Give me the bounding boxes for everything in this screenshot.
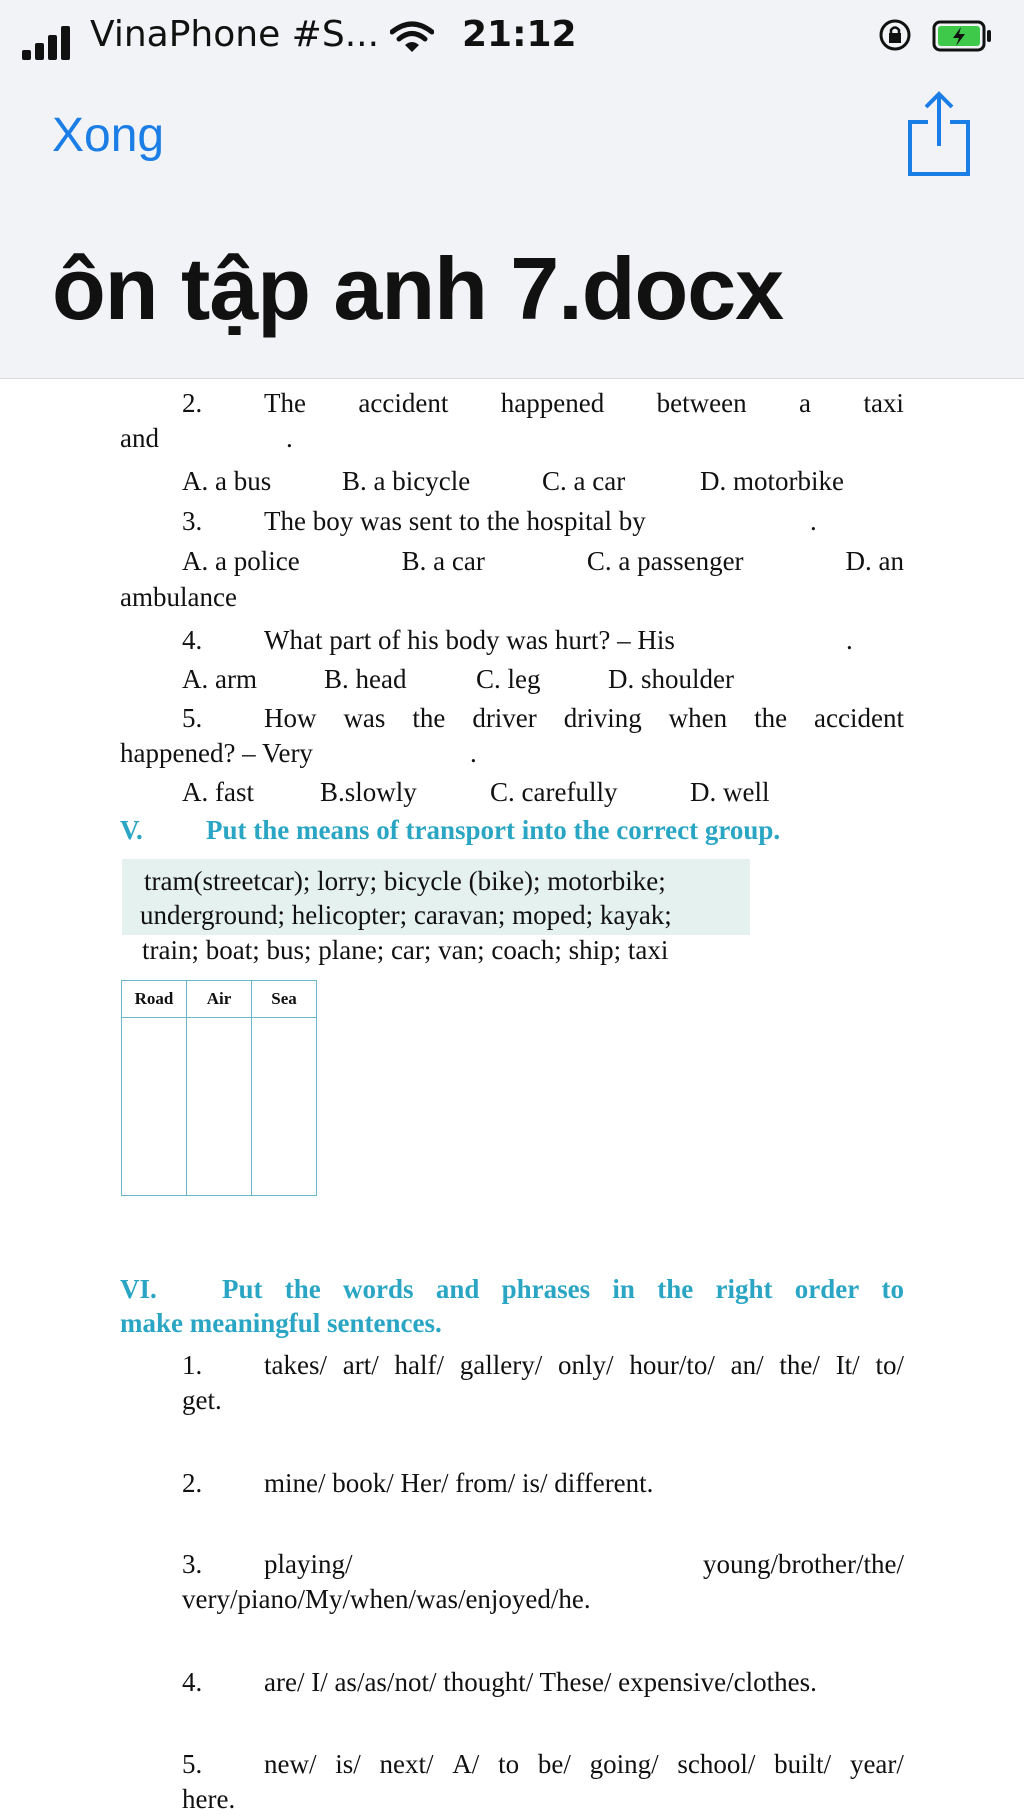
- word: words: [343, 1274, 414, 1304]
- option-d: D. motorbike: [700, 466, 844, 496]
- word: taxi: [863, 388, 904, 418]
- question-text: [264, 388, 904, 419]
- section-title: Put the means of transport into the correct group.: [206, 815, 781, 845]
- blank-dot: .: [286, 423, 293, 453]
- option-d: D. an: [845, 546, 904, 576]
- item-text: are/ I/ as/as/not/ thought/ These/ expensive/clothes.: [264, 1667, 817, 1697]
- word: The: [264, 388, 306, 418]
- word: when: [668, 703, 728, 733]
- item-number: 3.: [182, 1549, 203, 1579]
- word-box-line: tram(streetcar); lorry; bicycle (bike); motorbike;: [144, 866, 666, 896]
- clock: 21:12: [462, 14, 577, 55]
- word: between: [656, 388, 747, 418]
- option-c: C. a car: [542, 466, 626, 496]
- word: only/: [558, 1350, 614, 1380]
- option-a: A. a bus: [182, 466, 272, 496]
- question-number: 3.: [182, 506, 203, 536]
- section-title-cont: make meaningful sentences.: [120, 1308, 442, 1338]
- word: young/brother/the/: [703, 1549, 904, 1579]
- word: the/: [779, 1350, 820, 1380]
- question-text: [264, 703, 904, 734]
- option-b: B.slowly: [320, 777, 417, 807]
- item-text-cont: get.: [182, 1385, 222, 1415]
- question-text-cont: happened? – Very: [120, 738, 313, 768]
- table-header-air: Air: [187, 981, 252, 1018]
- word: and: [435, 1274, 480, 1304]
- word: built/: [774, 1749, 832, 1779]
- word: be/: [537, 1749, 571, 1779]
- word: accident: [358, 388, 449, 418]
- word: gallery/: [459, 1350, 543, 1380]
- word: It/: [835, 1350, 860, 1380]
- word: the: [412, 703, 446, 733]
- word: How: [264, 703, 317, 733]
- question-text: The boy was sent to the hospital by: [264, 506, 646, 536]
- table-header-sea: Sea: [252, 981, 317, 1018]
- word: was: [343, 703, 386, 733]
- options-row: [182, 546, 904, 577]
- section-number: VI.: [120, 1274, 157, 1304]
- word: going/: [589, 1749, 659, 1779]
- section-title: [222, 1274, 904, 1305]
- word: year/: [849, 1749, 904, 1779]
- word: is/: [335, 1749, 361, 1779]
- question-number: 5.: [182, 703, 203, 733]
- word: an/: [730, 1350, 764, 1380]
- item-number: 1.: [182, 1350, 203, 1380]
- item-text-cont: very/piano/My/when/was/enjoyed/he.: [182, 1584, 591, 1614]
- option-c: C. carefully: [490, 777, 618, 807]
- item-text: [264, 1549, 904, 1580]
- item-text: [264, 1749, 904, 1780]
- word: A/: [452, 1749, 480, 1779]
- option-a: A. fast: [182, 777, 254, 807]
- question-number: 4.: [182, 625, 203, 655]
- word-box-line: underground; helicopter; caravan; moped; kayak;: [140, 900, 672, 930]
- word: next/: [379, 1749, 434, 1779]
- word: to/: [875, 1350, 904, 1380]
- word: driver: [472, 703, 537, 733]
- word: right: [715, 1274, 773, 1304]
- blank-dot: .: [810, 506, 817, 536]
- option-c: C. leg: [476, 664, 541, 694]
- option-b: B. a bicycle: [342, 466, 471, 496]
- option-c: C. a passenger: [586, 546, 744, 576]
- word: Put: [222, 1274, 263, 1304]
- item-text: mine/ book/ Her/ from/ is/ different.: [264, 1468, 654, 1498]
- table-header-road: Road: [122, 981, 187, 1018]
- blank-dot: .: [846, 625, 853, 655]
- word: half/: [394, 1350, 445, 1380]
- word: the: [754, 703, 788, 733]
- question-text: What part of his body was hurt? – His: [264, 625, 675, 655]
- item-number: 2.: [182, 1468, 203, 1498]
- word: hour/to/: [629, 1350, 715, 1380]
- transport-table: [121, 980, 317, 1196]
- option-d-cont: ambulance: [120, 582, 237, 612]
- item-text: [264, 1350, 904, 1381]
- option-a: A. a police: [182, 546, 300, 576]
- question-text-cont: and: [120, 423, 159, 453]
- item-number: 4.: [182, 1667, 203, 1697]
- wifi-icon: [390, 20, 434, 54]
- option-b: B. a car: [401, 546, 485, 576]
- word: art/: [342, 1350, 379, 1380]
- word: to: [498, 1749, 520, 1779]
- word: takes/: [264, 1350, 327, 1380]
- option-b: B. head: [324, 664, 407, 694]
- item-number: 5.: [182, 1749, 203, 1779]
- share-icon[interactable]: [906, 88, 972, 178]
- word: the: [284, 1274, 321, 1304]
- table-cell: [122, 1018, 187, 1196]
- word: order: [794, 1274, 860, 1304]
- carrier-name: VinaPhone #S...: [90, 14, 380, 55]
- word: phrases: [501, 1274, 591, 1304]
- word: to: [881, 1274, 904, 1304]
- word: happened: [500, 388, 605, 418]
- app-header: [0, 0, 1024, 379]
- word: the: [657, 1274, 694, 1304]
- word: a: [799, 388, 812, 418]
- word: accident: [814, 703, 904, 733]
- table-cell: [252, 1018, 317, 1196]
- document-title: ôn tập anh 7.docx: [52, 239, 784, 338]
- item-text-cont: here.: [182, 1784, 236, 1814]
- section-number: V.: [120, 815, 143, 845]
- blank-dot: .: [470, 738, 477, 768]
- battery-icon: [932, 20, 992, 52]
- question-number: 2.: [182, 388, 203, 418]
- option-a: A. arm: [182, 664, 257, 694]
- word: playing/: [264, 1549, 353, 1579]
- signal-icon: [22, 26, 78, 60]
- table-cell: [187, 1018, 252, 1196]
- option-d: D. well: [690, 777, 770, 807]
- word-box-line: train; boat; bus; plane; car; van; coach; ship; taxi: [142, 935, 669, 965]
- word: school/: [677, 1749, 756, 1779]
- word: new/: [264, 1749, 317, 1779]
- option-d: D. shoulder: [608, 664, 734, 694]
- word: in: [612, 1274, 635, 1304]
- status-bar: [0, 12, 1024, 62]
- rotation-lock-icon: [878, 18, 912, 52]
- done-button[interactable]: Xong: [52, 109, 165, 162]
- word: driving: [563, 703, 642, 733]
